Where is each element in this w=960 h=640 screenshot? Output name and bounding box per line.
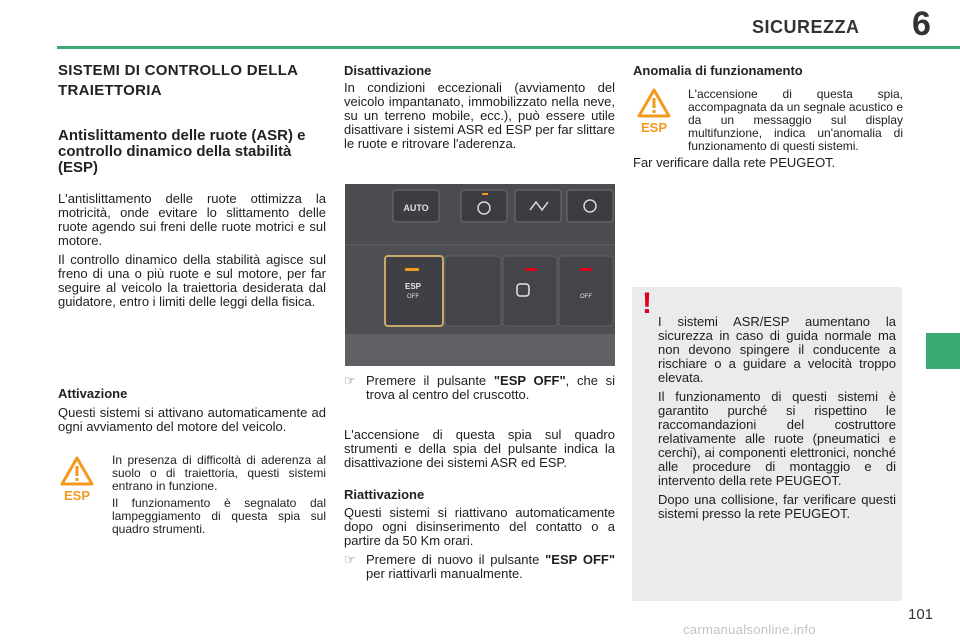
esp-button-label: ESP (404, 282, 422, 291)
alarm-off-label: OFF (580, 294, 592, 300)
malfunction-note-text: L'accensione di questa spia, accompagnata da un segnale acustico e da un messaggio sul display multifunzione, indica un'anomalia di funzionamento di questi sistemi. (688, 87, 903, 153)
malfunction-note (688, 88, 903, 157)
svg-text:ESP: ESP (640, 120, 668, 134)
column-left (58, 61, 326, 314)
activation-note-p1: In presenza di difficoltà di aderenza al suolo o di traiettoria, questi sistemi entrano in funzione. (112, 453, 326, 493)
callout-p3: Dopo una collisione, far verificare questi sistemi presso la rete PEUGEOT. (658, 492, 896, 521)
section-subtitle: Antislittamento delle ruote (ASR) e controllo dinamico della stabilità (ESP) (58, 127, 306, 176)
bullet-again-text: Premere di nuovo il pulsante "ESP OFF" per riattivarli manualmente. (366, 552, 616, 581)
svg-text:ESP: ESP (63, 488, 91, 502)
activation-text: Questi sistemi si attivano automaticamente ad ogni avviamento del motore del veicolo. (58, 405, 326, 434)
finger-icon: ☞ (344, 552, 356, 567)
callout-p1: I sistemi ASR/ESP aumentano la sicurezza in caso di guida normale ma non devono spingere il conducente a rischiare o a guidare a velocità troppo elevata. (658, 314, 896, 385)
exclamation-icon: ! (642, 287, 652, 320)
bullet-press-button (344, 374, 615, 402)
safety-callout (632, 287, 902, 601)
chapter-number: 6 (912, 5, 931, 43)
check-text: Far verificare dalla rete PEUGEOT. (633, 155, 836, 170)
reactivation-heading: Riattivazione (344, 487, 425, 502)
reactivation-text: Questi sistemi si riattivano automaticamente dopo ogni disinserimento del contatto o a partire da 50 Km orari. (344, 505, 615, 548)
check-network (633, 156, 903, 175)
page-title: SISTEMI DI CONTROLLO DELLA TRAIETTORIA (58, 62, 298, 99)
finger-icon: ☞ (344, 373, 356, 388)
asr-paragraph: L'antislittamento delle ruote ottimizza la motricità, onde evitare lo slittamento delle ruote agendo sui freni delle ruote motrici e sul motore. (58, 191, 326, 248)
callout-p2: Il funzionamento di questi sistemi è garantito purché si rispettino le raccomandazioni del costruttore relativamente alle ruote (pneumatici e cerchi), ai componenti elettronici, nonché alle procedure di montaggio e di intervento della rete PEUGEOT. (658, 389, 896, 488)
esp-warning-icon (60, 456, 94, 502)
malfunction-heading: Anomalia di funzionamento (633, 63, 803, 78)
esp-off-label: OFF (407, 294, 419, 300)
deactivation-heading: Disattivazione (344, 63, 432, 78)
deactivation-text: In condizioni eccezionali (avviamento del veicolo impantanato, immobilizzato nella neve, su un terreno mobile, ecc.), può essere utile disattivare i sistemi ASR ed ESP per far slittare le ruote e ritrovare l'aderenza. (344, 80, 615, 151)
indicator-text: L'accensione di questa spia sul quadro strumenti e della spia del pulsante indica la disattivazione dei sistemi ASR ed ESP. (344, 427, 615, 470)
activation-note (112, 454, 326, 540)
auto-button-label: AUTO (403, 203, 429, 213)
section-title: SICUREZZA (752, 17, 860, 37)
activation-note-p2: Il funzionamento è segnalato dal lampeggiamento di questa spia sul quadro strumenti. (112, 496, 326, 536)
dashboard-buttons-photo (345, 184, 615, 366)
bullet-press-again (344, 553, 615, 581)
bullet-press-text: Premere il pulsante "ESP OFF", che si trova al centro del cruscotto. (366, 373, 615, 402)
activation-heading: Attivazione (58, 386, 128, 401)
deactivation-steps (344, 374, 615, 581)
activation-block (58, 386, 326, 439)
esp-paragraph: Il controllo dinamico della stabilità agisce sul freno di una o più ruote e sul motore, per far seguire al veicolo la traiettoria desiderata dal guidatore, entro i limiti delle leggi della fisica. (58, 252, 326, 309)
page-number: 101 (908, 606, 934, 623)
column-right (633, 63, 903, 79)
dashboard-illustration (345, 184, 615, 366)
callout-body (658, 315, 896, 526)
esp-warning-icon-2 (637, 88, 671, 134)
watermark: carmanualsonline.info (683, 622, 816, 637)
chapter-side-tab (926, 333, 960, 369)
header-divider (57, 46, 960, 49)
column-middle (344, 63, 615, 156)
